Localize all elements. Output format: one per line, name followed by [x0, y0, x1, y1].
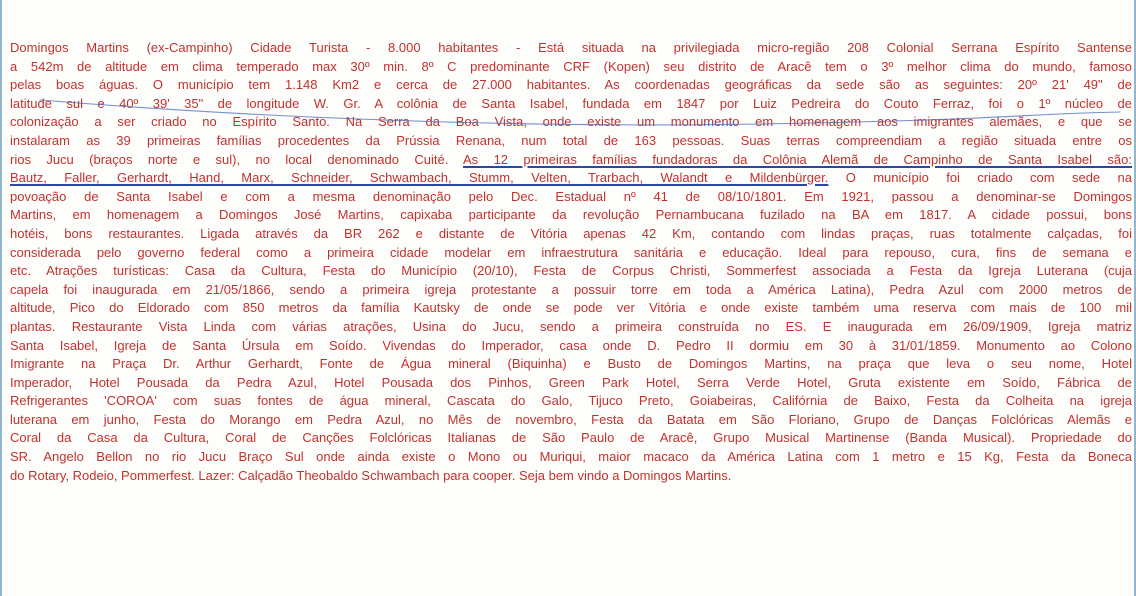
text-line-4: latitude sul e 40º 39' 35" de longitude W. Gr. A colônia de Santa Isabel, fundada em 1847 por Luiz Pedreira do Couto Ferraz, foi o 1º núcleo de — [10, 95, 1132, 111]
text-line-6: instalaram as 39 primeiras famílias procedentes da Prússia Renana, num total de 163 pessoas. Suas terras compreendiam a região situada entre os — [10, 132, 1132, 148]
text-line-7 — [10, 151, 1132, 170]
text-line-13: etc. Atrações turísticas: Casa da Cultura, Festa do Município (20/10), Festa de Corpus Christi, Sommerfest associada a Festa da Igreja Luterana (cuja — [10, 263, 1132, 279]
text-line-2: a 542m de altitude em clima temperado max 30º min. 8º C predominante CRF (Kopen) seu distrito de Aracê tem o 3º melhor clima do mundo, famoso — [10, 58, 1132, 74]
text-line-18: Imigrante na Praça Dr. Arthur Gerhardt, Fonte de Água mineral (Biquinha) e Busto de Domingos Martins, na praça que leva o seu nome, Hotel — [10, 356, 1132, 372]
text-line-19: Imperador, Hotel Pousada da Pedra Azul, Hotel Pousada dos Pinhos, Green Park Hotel, Serra Verde Hotel, Gruta existente em Soído, Fábrica de — [10, 374, 1132, 390]
founding-families-names: Bautz, Faller, Gerhardt, Hand, Marx, Schneider, Schwambach, Stumm, Velten, Trarbach, Walandt e Mildenbürger. — [10, 170, 829, 186]
text-line-22: Coral da Casa da Cultura, Coral de Canções Folclóricas Italianas de São Paulo de Aracê, Grupo Musical Martinense (Banda Musical). Propriedade do — [10, 430, 1132, 446]
text-line-16: plantas. Restaurante Vista Linda com várias atrações, Usina do Jucu, sendo a primeira construída no ES. E inaugurada em 26/09/1909, Igreja matriz — [10, 318, 1132, 334]
text-line-3: pelas boas águas. O município tem 1.148 Km2 e cerca de 27.000 habitantes. As coordenadas geográficas da sede são as seguintes: 20º 21' 49" de — [10, 77, 1132, 93]
document-body — [10, 39, 1132, 485]
text-line-10: Martins, em homenagem a Domingos José Martins, capixaba participante da revolução Pernambucana fuzilado na BA em 1817. A cidade possui, bons — [10, 207, 1132, 223]
text-line-12: considerada pelo governo federal como a primeira cidade modelar em infraestrutura sanitária e educação. Ideal para repouso, cura, fins de semana e — [10, 244, 1132, 260]
text-line-8 — [10, 169, 1132, 188]
text-line-1: Domingos Martins (ex-Campinho) Cidade Turista - 8.000 habitantes - Está situada na privilegiada micro-região 208 Colonial Serrana Espírito Santense — [10, 40, 1132, 55]
text-line-20: Refrigerantes 'COROA' com suas fontes de água mineral, Cascata do Galo, Tijuco Preto, Goiabeiras, Califórnia de Baixo, Festa da Colheita na igreja — [10, 393, 1132, 409]
text-line-21: luterana em junho, Festa do Morango em Pedra Azul, no Mês de novembro, Festa da Batata em São Floriano, Grupo de Danças Folclóricas Alemãs e — [10, 411, 1132, 427]
founding-families-heading: As 12 primeiras famílias fundadoras da Colônia Alemã de Campinho de Santa Isabel são: — [463, 151, 1133, 167]
text-line-11: hotéis, bons restaurantes. Ligada através da BR 262 e distante de Vitória apenas 42 Km, contando com lindas praças, ruas totalmente calçadas, foi — [10, 225, 1132, 241]
text-line-17: Santa Isabel, Igreja de Santa Úrsula em Soído. Vivendas do Imperador, casa onde D. Pedro II dormiu em 30 à 31/01/1859. Monumento ao Colono — [10, 337, 1132, 353]
text-line-8-end: O município foi criado com sede na — [828, 170, 1132, 186]
text-line-7-start: rios Jucu (braços norte e sul), no local denominado Cuité. — [10, 151, 464, 167]
left-border — [0, 0, 2, 596]
text-line-24: do Rotary, Rodeio, Pommerfest. Lazer: Calçadão Theobaldo Schwambach para cooper. Seja bem vindo a Domingos Martins. — [10, 467, 732, 483]
text-line-14: capela foi inaugurada em 21/05/1866, sendo a primeira igreja protestante a possuir torre em toda a América Latina), Pedra Azul com 2000 metros de — [10, 281, 1132, 297]
text-line-23: SR. Angelo Bellon no rio Jucu Braço Sul onde ainda existe o Mono ou Muriqui, maior macaco da América Latina com 1 metro e 15 Kg, Festa da Boneca — [10, 449, 1132, 465]
text-line-5: colonização a ser criado no Espírito Santo. Na Serra da Boa Vista, onde existe um monumento em homenagem aos imigrantes alemães, e que se — [10, 114, 1132, 130]
text-line-9: povoação de Santa Isabel e com a mesma denominação pelo Dec. Estadual nº 41 de 08/10/1801. Em 1921, passou a denominar-se Domingos — [10, 188, 1132, 204]
text-line-15: altitude, Pico do Eldorado com 850 metros da família Kautsky de onde se pode ver Vitória e onde existe também uma reserva com mais de 100 mil — [10, 300, 1132, 316]
